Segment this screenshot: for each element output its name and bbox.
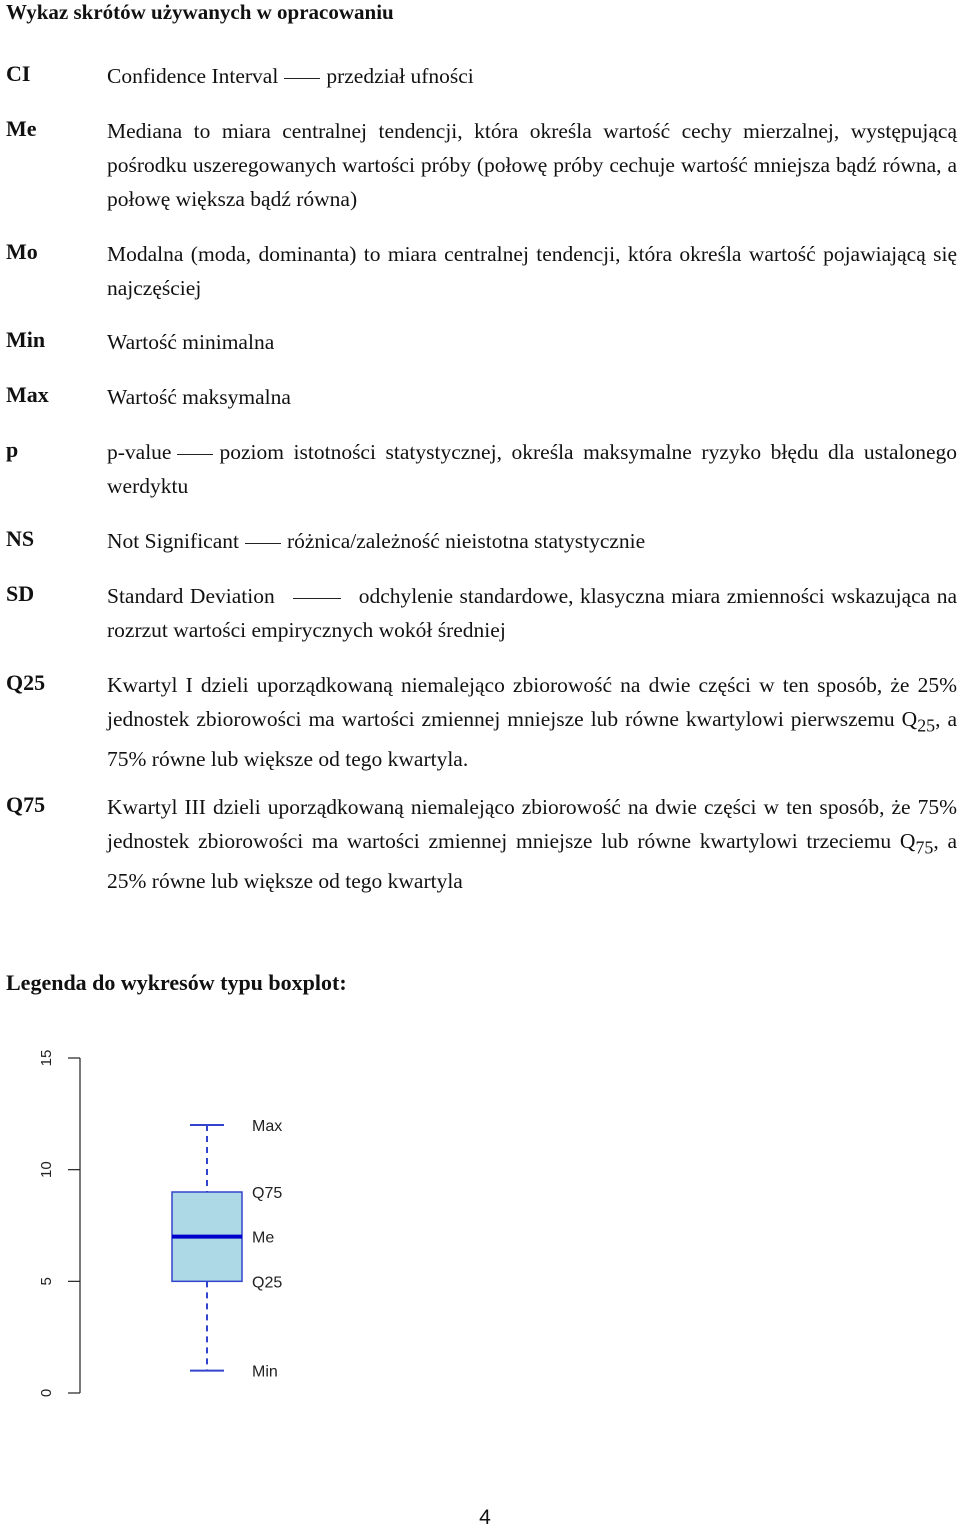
label-min: Min <box>252 1363 278 1381</box>
label-q25: Q25 <box>252 1274 283 1292</box>
def-ns: Not Significant różnica/zależność nieistotna statystycznie <box>107 529 646 553</box>
def-mo: Modalna (moda, dominanta) to miara centralnej tendencji, która określa wartość pojawiającą się najczęściej <box>107 242 957 300</box>
label-median: Me <box>252 1229 275 1247</box>
def-max: Wartość maksymalna <box>107 385 291 409</box>
y-tick-label-0: 0 <box>38 1388 55 1398</box>
def-q75: Kwartyl III dzieli uporządkowaną niemalejąco zbiorowość na dwie części w ten sposób, że 75% jednostek zbiorowości ma wartości zmiennej mniejsze lub równe kwartylowi trzeciemu $Q_{75}$, a 25% równe lub większe od tego kwartyla <box>107 795 957 894</box>
legend-title: Legenda do wykresów typu boxplot: <box>6 970 347 995</box>
page-title: Wykaz skrótów używanych w opracowaniu <box>6 0 394 24</box>
abbr-sd: SD <box>6 581 35 606</box>
def-min: Wartość minimalna <box>107 330 275 354</box>
y-tick-label-10: 10 <box>38 1161 55 1179</box>
abbr-p: p <box>6 437 19 462</box>
dash <box>245 543 281 544</box>
dash <box>177 454 213 455</box>
dash <box>293 598 341 599</box>
def-sd: Standard Deviation odchylenie standardowe, klasyczna miara zmienności wskazująca na rozrzut wartości empirycznych wokół średniej <box>107 584 957 642</box>
label-max: Max <box>252 1118 283 1135</box>
abbr-me: Me <box>6 116 37 141</box>
def-ci: Confidence Interval przedział ufności <box>107 64 474 88</box>
abbr-mo: Mo <box>6 239 38 264</box>
y-tick-label-5: 5 <box>38 1277 55 1286</box>
boxplot-chart <box>0 1030 960 1450</box>
abbr-min: Min <box>6 327 46 352</box>
abbr-q25: Q25 <box>6 670 46 695</box>
def-p: p-value poziom istotności statystycznej, określa maksymalne ryzyko błędu dla ustalonego werdyktu <box>107 440 957 498</box>
def-q25: Kwartyl I dzieli uporządkowaną niemalejąco zbiorowość na dwie części w ten sposób, że 25% jednostek zbiorowości ma wartości zmiennej mniejsze lub równe kwartylowi pierwszemu $Q_{25}$, a 75% równe lub większe od tego kwartyla. <box>107 673 957 772</box>
abbr-max: Max <box>6 382 49 407</box>
abbr-ns: NS <box>6 526 35 551</box>
y-tick-label-15: 15 <box>38 1049 55 1067</box>
dash <box>284 78 320 79</box>
abbr-q75: Q75 <box>6 792 46 817</box>
page-number: 4 <box>479 1506 491 1529</box>
def-me: Mediana to miara centralnej tendencji, która określa wartość cechy mierzalnej, występującą pośrodku uszeregowanych wartości próby (połowę próby cechuje wartość mniejsza bądź równa, a połowę większa bądź równa) <box>107 119 957 211</box>
label-q75: Q75 <box>252 1185 283 1202</box>
abbr-ci: CI <box>6 61 31 86</box>
